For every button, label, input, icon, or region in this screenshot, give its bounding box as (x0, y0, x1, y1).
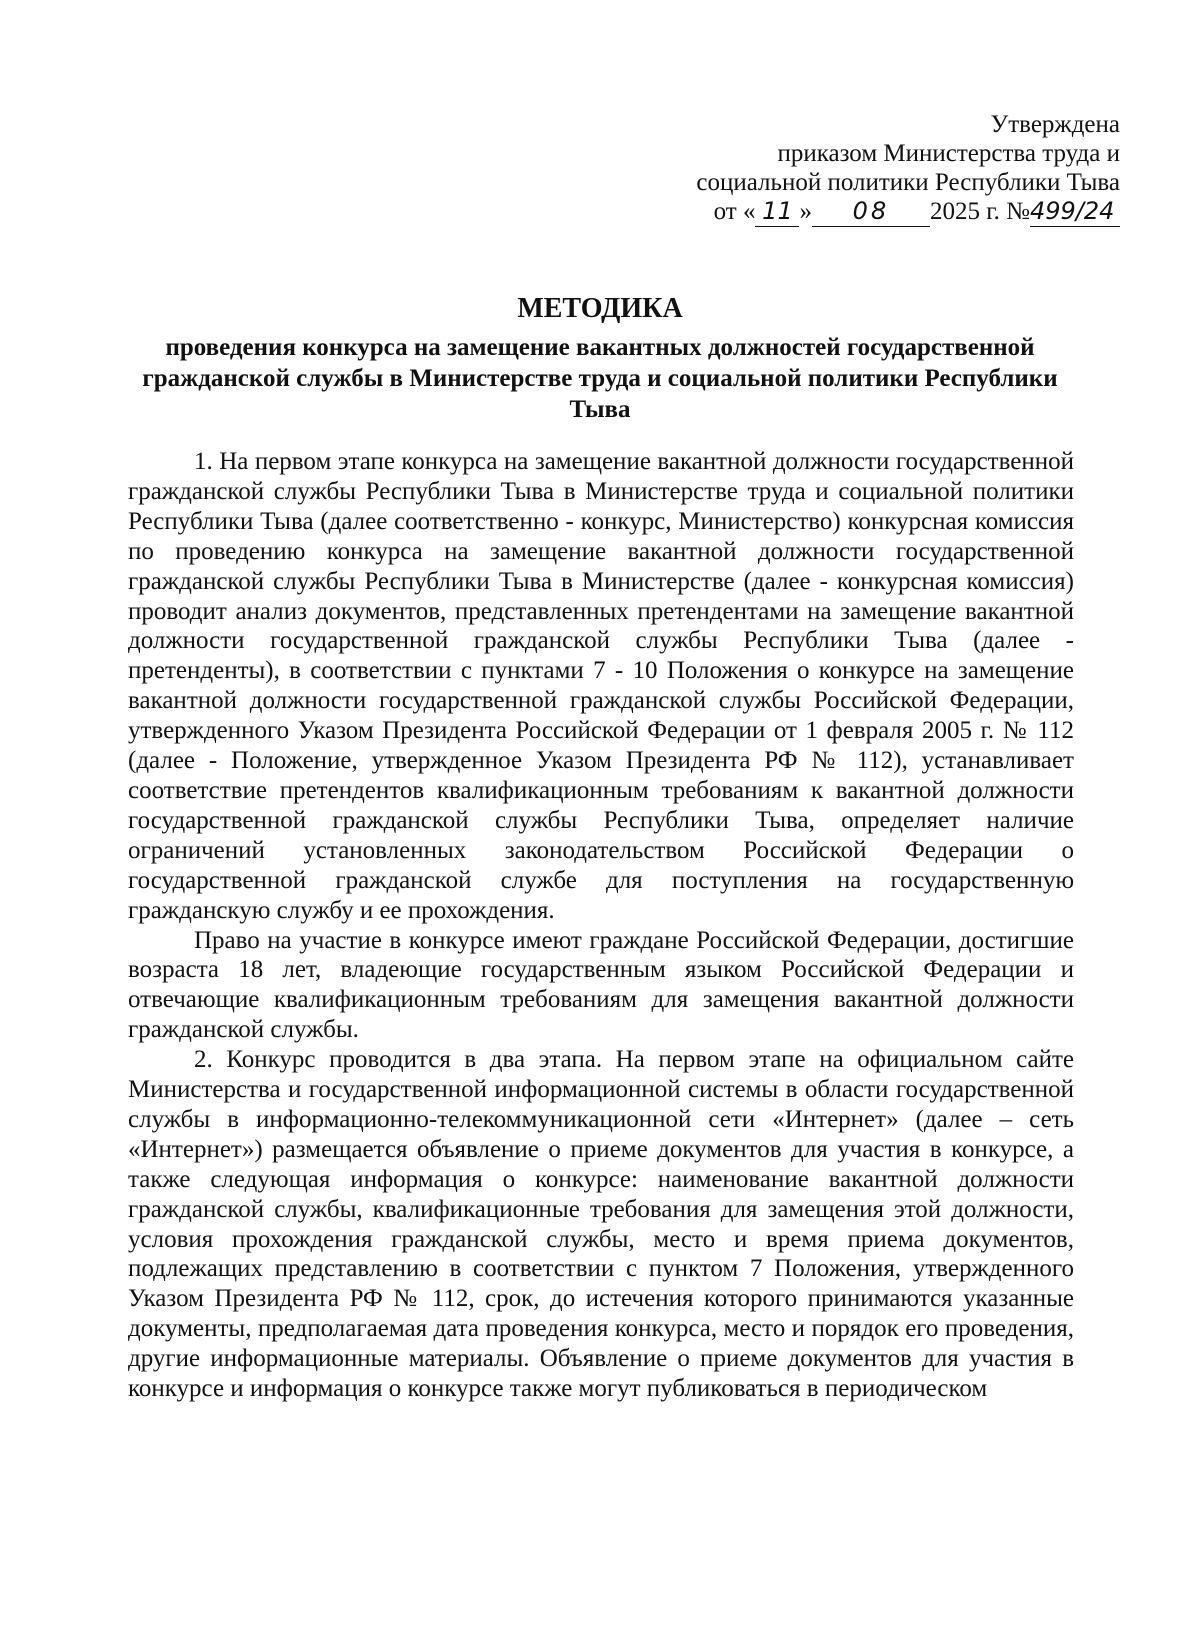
date-month-handwritten: 08 (812, 197, 930, 227)
document-body (128, 447, 1074, 1404)
paragraph-3: 2. Конкурс проводится в два этапа. На первом этапе на официальном сайте Министерства и государственной информационной системы в области государственной службы в информационно-телекоммуникационной сети «Интернет» (далее – сеть «Интернет») размещается объявление о приеме документов для участия в конкурсе, а также следующая информация о конкурсе: наименование вакантной должности гражданской службы, квалификационные требования для замещения этой должности, условия прохождения гражданской службы, место и время приема документов, подлежащих представлению в соответствии с пунктом 7 Положения, утвержденного Указом Президента РФ № 112, срок, до истечения которого принимаются указанные документы, предполагаемая дата проведения конкурса, место и порядок его проведения, другие информационные материалы. Объявление о приеме документов для участия в конкурсе и информация о конкурсе также могут публиковаться в периодическом (128, 1046, 1074, 1403)
title-subtitle: проведения конкурса на замещение вакантных должностей государственной гражданской службы в Министерстве труда и социальной политики Республики Тыва (142, 334, 1058, 423)
document-title (120, 292, 1080, 425)
date-year: 2025 г. № (929, 198, 1030, 225)
order-number-handwritten: 499/24 (1030, 197, 1120, 227)
paragraph-1: 1. На первом этапе конкурса на замещение вакантной должности государственной гражданской службы Республики Тыва в Министерстве труда и социальной политики Республики Тыва (далее соответственно - конкурс, Министерство) конкурсная комиссия по проведению конкурса на замещение вакантной должности государственной гражданской службы Республики Тыва в Министерстве (далее - конкурсная комиссия) проводит анализ документов, представленных претендентами на замещение вакантной должности государственной гражданской службы Республики Тыва (далее - претенденты), в соответствии с пунктами 7 - 10 Положения о конкурсе на замещение вакантной должности государственной гражданской службы Российской Федерации, утвержденного Указом Президента Российской Федерации от 1 февраля 2005 г. № 112 (далее - Положение, утвержденное Указом Президента РФ № 112), устанавливает соответствие претендентов квалификационным требованиям к вакантной должности государственной гражданской службы Республики Тыва, определяет наличие ограничений установленных законодательством Российской Федерации о государственной гражданской службе для поступления на государственную гражданскую службу и ее прохождения. (128, 448, 1074, 924)
date-mid: » (799, 198, 812, 225)
title-main: МЕТОДИКА (517, 293, 683, 324)
approval-date-line (560, 197, 1120, 227)
approval-line-3: социальной политики Республики Тыва (696, 169, 1120, 196)
approval-line-1: Утверждена (990, 111, 1120, 138)
approval-stamp (560, 110, 1120, 227)
date-day-handwritten: 11 (755, 197, 799, 227)
approval-line-2: приказом Министерства труда и (777, 140, 1120, 167)
date-prefix: от « (713, 198, 756, 225)
paragraph-2: Право на участие в конкурсе имеют граждане Российской Федерации, достигшие возраста 18 лет, владеющие государственным языком Российской Федерации и отвечающие квалификационным требованиям для замещения вакантной должности гражданской службы. (128, 926, 1074, 1044)
